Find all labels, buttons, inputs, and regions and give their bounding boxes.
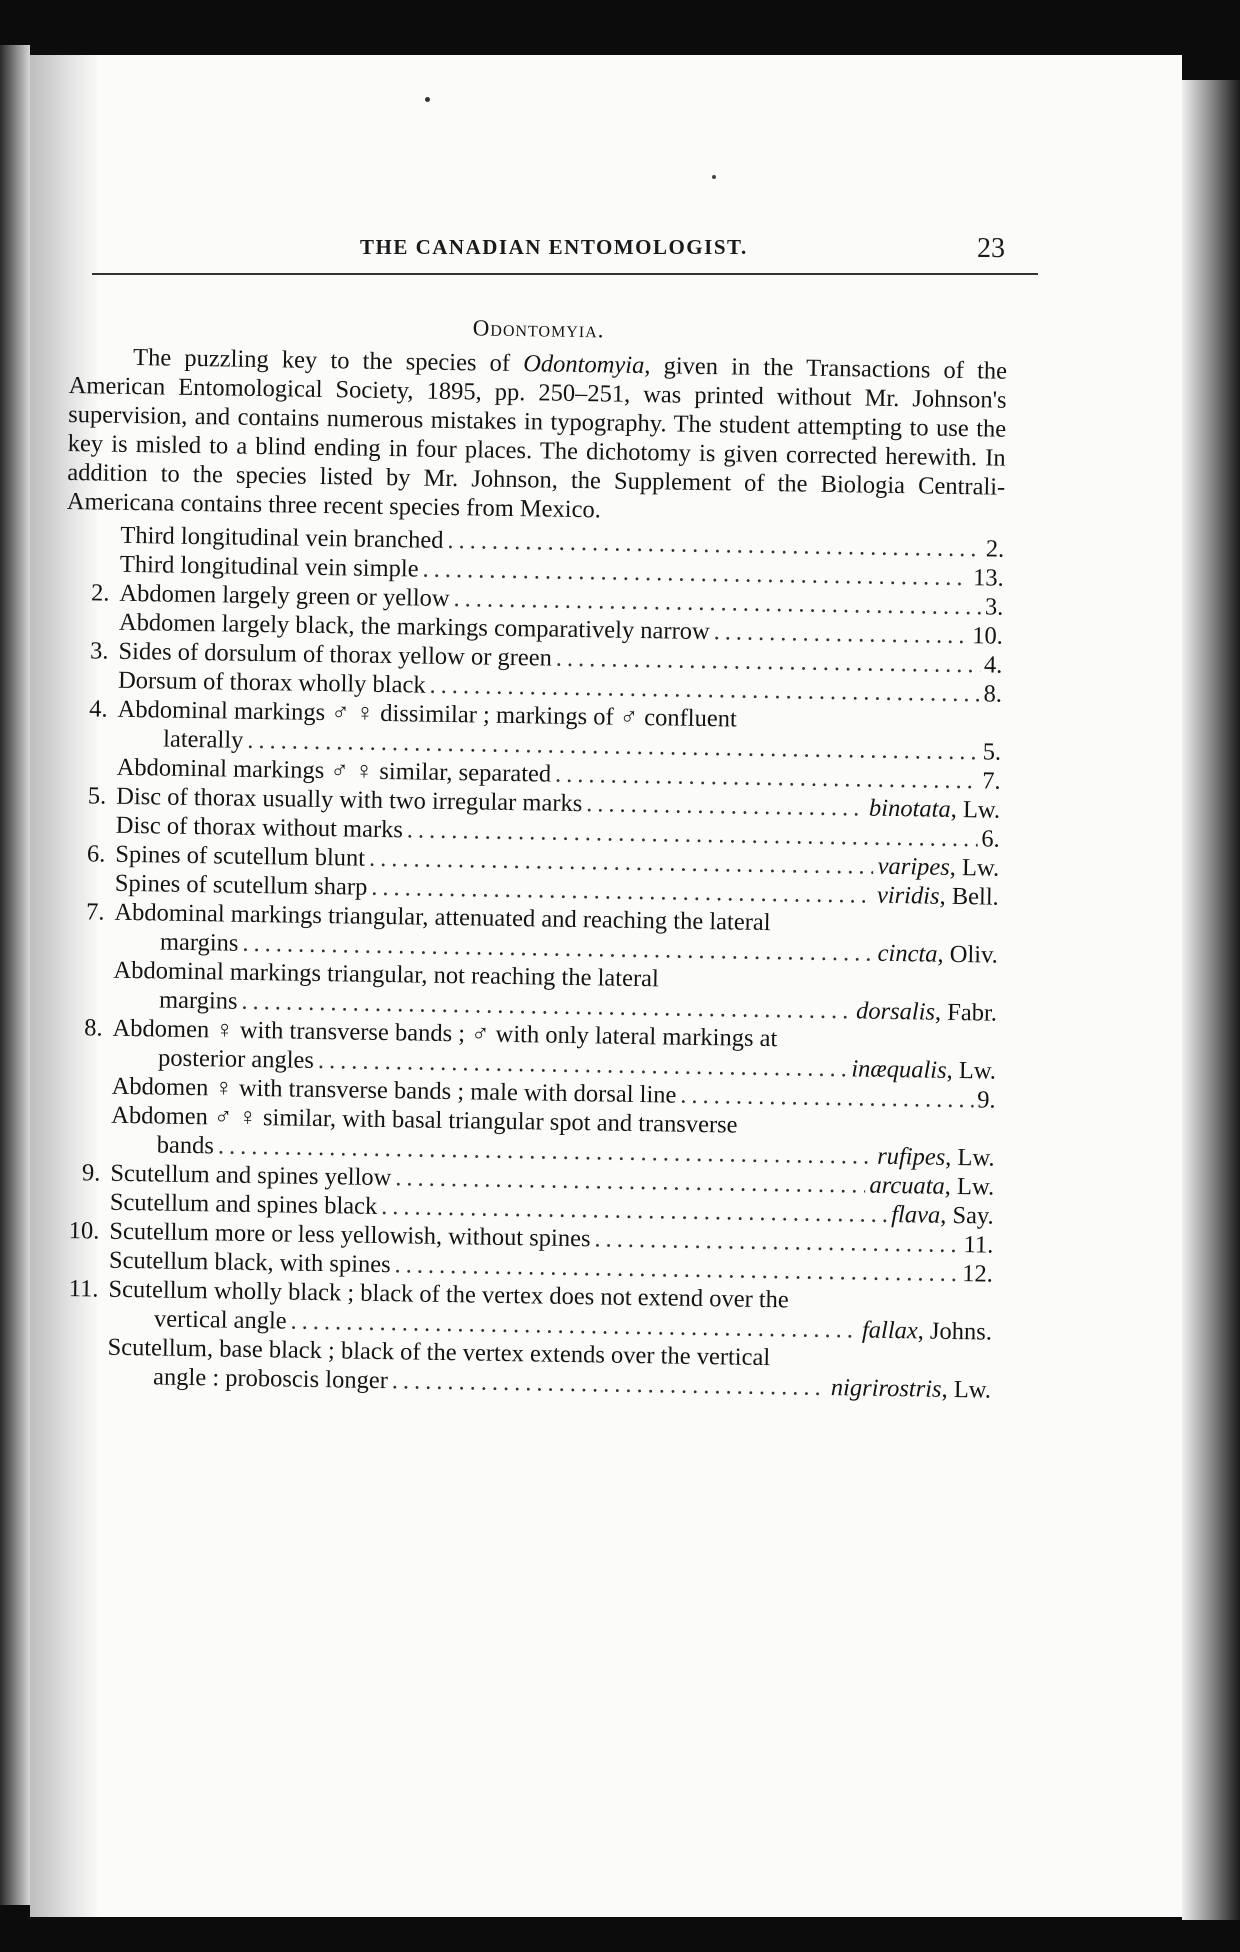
key-text: Scutellum wholly black ; black of the vertex does not extend over the bbox=[108, 1275, 790, 1314]
species-name: flava bbox=[891, 1201, 941, 1229]
couplet-number bbox=[66, 542, 110, 543]
go-to-couplet: 12. bbox=[962, 1260, 994, 1288]
species-name: arcuata bbox=[869, 1171, 945, 1200]
species-result bbox=[869, 1171, 994, 1202]
key-text: Spines of scutellum blunt bbox=[115, 840, 366, 872]
couplet-number: 6. bbox=[86, 840, 106, 868]
go-to-couplet: 3. bbox=[984, 593, 1004, 621]
key-text: Disc of thorax usually with two irregular marks bbox=[116, 782, 583, 818]
species-result bbox=[851, 1054, 996, 1085]
key-text: Third longitudinal vein simple bbox=[119, 550, 419, 583]
couplet-number: 11. bbox=[68, 1275, 99, 1303]
couplet-number: 7. bbox=[85, 898, 105, 926]
go-to-couplet: 9. bbox=[977, 1086, 996, 1114]
couplet-number bbox=[53, 1354, 97, 1355]
species-name: viridis bbox=[876, 881, 940, 910]
species-author: , Johns. bbox=[917, 1317, 993, 1346]
leader-dots bbox=[713, 617, 968, 650]
species-name: rufipes bbox=[876, 1142, 946, 1171]
key-text: Abdomen ♂ ♀ similar, with basal triangular spot and transverse bbox=[111, 1101, 738, 1139]
species-result bbox=[877, 939, 998, 970]
key-text: Third longitudinal vein branched bbox=[120, 521, 444, 554]
species-result bbox=[862, 1316, 992, 1347]
go-to-couplet: 2. bbox=[985, 535, 1005, 563]
couplet-number bbox=[63, 774, 107, 775]
couplet-number bbox=[59, 977, 103, 978]
continuation-indent bbox=[63, 745, 163, 747]
ink-speck bbox=[425, 97, 430, 102]
couplet-number bbox=[58, 1093, 102, 1094]
key-text: Abdominal markings ♂ ♀ similar, separated bbox=[116, 753, 552, 788]
species-author: , Bell. bbox=[939, 882, 999, 911]
species-result bbox=[869, 794, 1001, 825]
go-to-couplet: 8. bbox=[983, 680, 1003, 708]
key-text: Sides of dorsulum of thorax yellow or green bbox=[118, 637, 553, 672]
key-text: Dorsum of thorax wholly black bbox=[117, 666, 426, 699]
species-name: cincta bbox=[877, 939, 938, 968]
couplet-number: 3. bbox=[89, 637, 109, 665]
intro-paragraph bbox=[67, 342, 1008, 531]
couplet-number bbox=[57, 1122, 101, 1123]
leader-dots bbox=[586, 789, 865, 822]
continuation-indent bbox=[54, 1325, 154, 1327]
continuation-indent bbox=[58, 1064, 158, 1066]
species-author: , Fabr. bbox=[934, 998, 998, 1027]
couplet-number bbox=[65, 629, 109, 630]
couplet-number bbox=[64, 687, 108, 688]
go-to-couplet: 6. bbox=[981, 825, 1000, 853]
page-number: 23 bbox=[977, 233, 1005, 264]
species-author: , Lw. bbox=[941, 1375, 992, 1404]
key-text: Scutellum black, with spines bbox=[108, 1246, 391, 1279]
key-text-continued: bands bbox=[156, 1131, 215, 1160]
couplet-number: 2. bbox=[90, 579, 110, 607]
key-text: Abdominal markings triangular, not reaching the lateral bbox=[113, 956, 660, 993]
species-result bbox=[891, 1200, 994, 1231]
key-text-continued: margins bbox=[158, 986, 238, 1015]
book-binding-left bbox=[0, 45, 30, 1905]
couplet-number: 8. bbox=[84, 1014, 103, 1042]
key-text: Abdomen largely green or yellow bbox=[119, 579, 450, 612]
key-text: Abdomen largely black, the markings comparatively narrow bbox=[118, 608, 710, 646]
key-text-continued: laterally bbox=[162, 725, 244, 754]
key-text-continued: angle : proboscis longer bbox=[152, 1363, 389, 1395]
page-content bbox=[53, 303, 1008, 1405]
genus-name: Odontomyia bbox=[523, 350, 645, 380]
couplet-number bbox=[62, 832, 106, 833]
key-text-continued: posterior angles bbox=[157, 1044, 315, 1074]
species-author: , Lw. bbox=[946, 1056, 997, 1085]
key-text-continued: margins bbox=[159, 928, 239, 957]
couplet-number: 9. bbox=[81, 1159, 101, 1187]
key-text: Abdominal markings ♂ ♀ dissimilar ; markings of ♂ confluent bbox=[117, 695, 737, 733]
species-result bbox=[877, 852, 999, 883]
dichotomous-key bbox=[53, 520, 1005, 1405]
species-author: , Lw. bbox=[945, 1143, 995, 1172]
running-header bbox=[30, 235, 1182, 275]
key-text: Disc of thorax without marks bbox=[115, 811, 404, 844]
species-author: , Lw. bbox=[950, 795, 1001, 824]
key-text: Abdomen ♀ with transverse bands ; ♂ with only lateral markings at bbox=[112, 1014, 778, 1053]
section-title: Odontomyia. bbox=[472, 315, 605, 343]
species-result bbox=[856, 996, 997, 1027]
continuation-indent bbox=[60, 948, 160, 950]
ink-speck bbox=[712, 175, 716, 179]
key-text-continued: vertical angle bbox=[153, 1305, 287, 1335]
couplet-number: 10. bbox=[68, 1217, 100, 1245]
species-name: inæqualis bbox=[851, 1055, 947, 1084]
species-name: nigrirostris bbox=[830, 1374, 942, 1403]
go-to-couplet: 11. bbox=[963, 1231, 994, 1259]
species-author: , Lw. bbox=[944, 1172, 995, 1201]
go-to-couplet: 4. bbox=[983, 651, 1003, 679]
key-text: Abdominal markings triangular, attenuated and reaching the lateral bbox=[114, 898, 771, 937]
species-name: dorsalis bbox=[855, 997, 936, 1026]
couplet-number: 4. bbox=[89, 695, 108, 723]
key-text: Abdomen ♀ with transverse bands ; male with dorsal line bbox=[111, 1072, 677, 1109]
species-name: fallax bbox=[861, 1316, 918, 1345]
go-to-couplet: 7. bbox=[982, 767, 1001, 795]
book-page bbox=[30, 55, 1182, 1917]
species-author: , Say. bbox=[940, 1201, 994, 1230]
key-text: Scutellum and spines black bbox=[109, 1188, 378, 1220]
go-to-couplet: 10. bbox=[972, 622, 1004, 650]
species-author: , Lw. bbox=[949, 853, 1000, 882]
key-text: Spines of scutellum sharp bbox=[114, 869, 368, 901]
key-text: Scutellum and spines yellow bbox=[110, 1159, 392, 1192]
species-result bbox=[877, 1142, 995, 1173]
species-result bbox=[877, 881, 999, 912]
intro-text-start: The puzzling key to the species of bbox=[132, 344, 524, 378]
continuation-indent bbox=[57, 1151, 157, 1153]
key-text: Scutellum more or less yellowish, without spines bbox=[109, 1217, 591, 1253]
intro-text-end: , given in the Transactions of the American Entomological Society, 1895, pp. 250–251, was printed without Mr. Johnson's supervision, and contains numerous mistakes in typography. The student attempting to use the key is misled to a blind ending in four places. The dichotomy is given corrected herewith. In addition to the species listed by Mr. Johnson, the Supplement of the Biologia Centrali-Americana contains three recent species from Mexico. bbox=[66, 352, 1008, 524]
go-to-couplet: 5. bbox=[982, 738, 1002, 766]
couplet-number bbox=[61, 890, 105, 891]
key-text: Scutellum, base black ; black of the vertex extends over the vertical bbox=[107, 1333, 771, 1372]
species-result bbox=[831, 1373, 992, 1405]
couplet-number: 5. bbox=[87, 782, 107, 810]
species-name: binotata bbox=[868, 794, 951, 823]
leader-dots bbox=[392, 1366, 827, 1402]
continuation-indent bbox=[59, 1006, 159, 1008]
book-edge-right bbox=[1182, 80, 1240, 1920]
couplet-number bbox=[55, 1267, 99, 1268]
species-name: varipes bbox=[877, 852, 951, 881]
species-author: , Oliv. bbox=[937, 940, 999, 969]
continuation-indent bbox=[53, 1383, 153, 1385]
header-rule bbox=[92, 273, 1038, 275]
go-to-couplet: 13. bbox=[972, 564, 1005, 592]
leader-dots bbox=[680, 1081, 973, 1115]
couplet-number bbox=[56, 1209, 100, 1210]
running-title: THE CANADIAN ENTOMOLOGIST. bbox=[360, 235, 748, 259]
couplet-number bbox=[66, 571, 110, 572]
